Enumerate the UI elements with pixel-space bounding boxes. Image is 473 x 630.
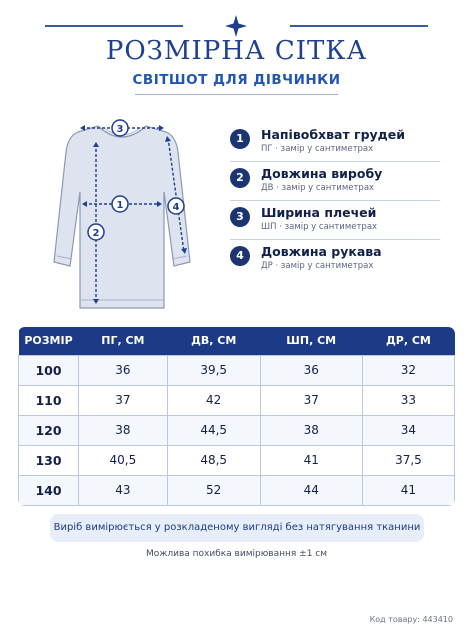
header-line-left — [45, 25, 183, 27]
legend-desc: ДР · замір у сантиметрах — [261, 261, 374, 271]
size-cell: 140 — [19, 475, 79, 505]
table-cell: 43 — [79, 475, 168, 505]
table-cell: 52 — [167, 475, 260, 505]
size-table — [18, 327, 455, 506]
measurement-legend — [230, 123, 440, 279]
star-icon — [225, 15, 247, 37]
legend-item — [230, 240, 440, 279]
table-cell: 37 — [79, 385, 168, 415]
column-header: ДР, СМ — [362, 327, 454, 355]
table-cell: 38 — [260, 415, 362, 445]
size-cell: 110 — [19, 385, 79, 415]
subtitle-divider — [135, 94, 338, 95]
table-cell: 37 — [260, 385, 362, 415]
table-cell: 44 — [260, 475, 362, 505]
legend-title: Ширина плечей — [261, 205, 377, 220]
table-row — [19, 445, 455, 475]
legend-desc: ПГ · замір у сантиметрах — [261, 144, 374, 154]
table-row — [19, 355, 455, 385]
table-cell: 41 — [362, 475, 454, 505]
legend-item — [230, 123, 440, 162]
table-cell: 37,5 — [362, 445, 454, 475]
column-header: РОЗМІР — [19, 327, 79, 355]
page-subtitle: СВІТШОТ ДЛЯ ДІВЧИНКИ — [132, 72, 341, 88]
table-cell: 33 — [362, 385, 454, 415]
diagram-marker: 1 — [116, 200, 124, 211]
size-cell: 100 — [19, 355, 79, 385]
table-cell: 36 — [79, 355, 168, 385]
header-line-right — [290, 25, 428, 27]
diagram-marker: 3 — [116, 124, 124, 135]
sweatshirt-diagram — [48, 112, 196, 318]
table-cell: 48,5 — [167, 445, 260, 475]
column-header: ПГ, СМ — [79, 327, 168, 355]
table-cell: 40,5 — [79, 445, 168, 475]
size-cell: 120 — [19, 415, 79, 445]
diagram-marker: 2 — [92, 228, 100, 239]
measurement-note: Виріб вимірюється у розкладеному вигляді без натягування тканини — [50, 514, 424, 542]
table-cell: 41 — [260, 445, 362, 475]
legend-number: 4 — [230, 246, 250, 266]
diagram-marker: 4 — [172, 202, 180, 213]
legend-title: Довжина рукава — [261, 244, 382, 259]
legend-item — [230, 162, 440, 201]
table-row — [19, 475, 455, 505]
table-cell: 34 — [362, 415, 454, 445]
product-code: Код товару: 443410 — [369, 615, 453, 624]
legend-number: 3 — [230, 207, 250, 227]
table-header-row — [19, 327, 455, 355]
table-cell: 32 — [362, 355, 454, 385]
table-cell: 36 — [260, 355, 362, 385]
tolerance-note: Можлива похибка вимірювання ±1 см — [145, 549, 328, 559]
table-row — [19, 415, 455, 445]
legend-number: 2 — [230, 168, 250, 188]
size-cell: 130 — [19, 445, 79, 475]
table-cell: 42 — [167, 385, 260, 415]
legend-title: Напівобхват грудей — [261, 127, 406, 142]
page-title: РОЗМІРНА СІТКА — [105, 36, 368, 66]
legend-title: Довжина виробу — [261, 166, 383, 181]
column-header: ШП, СМ — [260, 327, 362, 355]
legend-desc: ДВ · замір у сантиметрах — [261, 183, 375, 193]
column-header: ДВ, СМ — [167, 327, 260, 355]
legend-item — [230, 201, 440, 240]
table-cell: 44,5 — [167, 415, 260, 445]
table-row — [19, 385, 455, 415]
table-cell: 39,5 — [167, 355, 260, 385]
legend-desc: ШП · замір у сантиметрах — [261, 222, 378, 232]
table-cell: 38 — [79, 415, 168, 445]
legend-number: 1 — [230, 129, 250, 149]
